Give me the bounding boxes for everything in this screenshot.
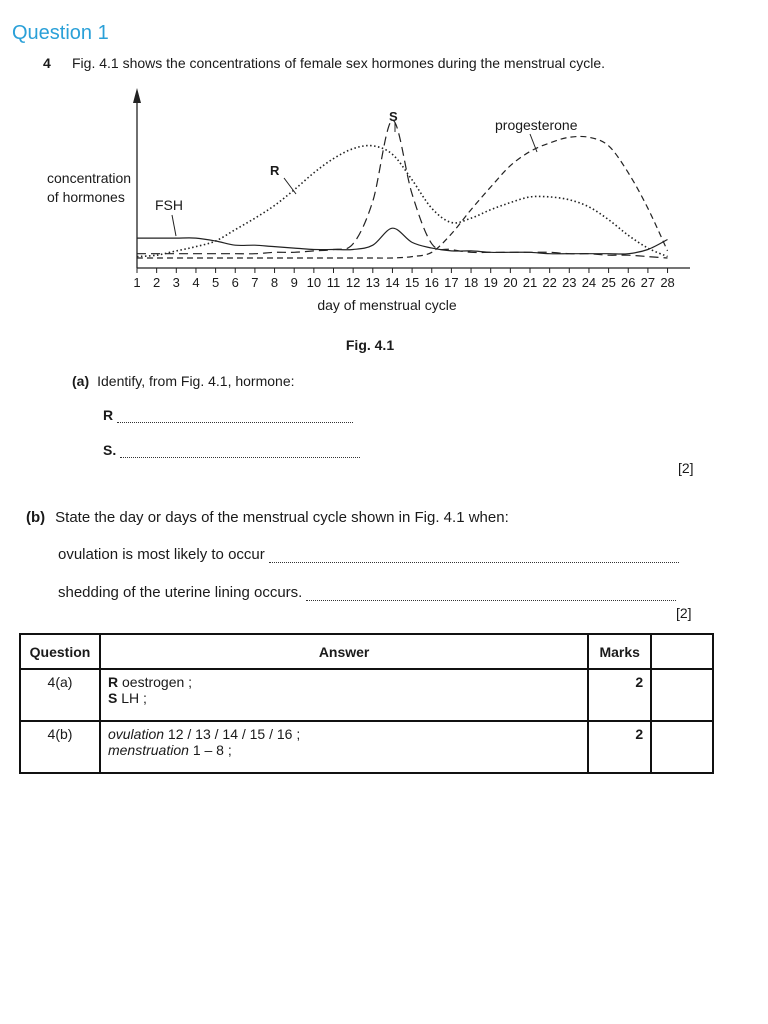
x-tick-label: 6 bbox=[231, 275, 239, 290]
x-tick-label: 17 bbox=[444, 275, 459, 290]
part-a-marks: [2] bbox=[678, 460, 694, 476]
x-tick-label: 5 bbox=[211, 275, 220, 290]
answer-key: S bbox=[107, 690, 118, 706]
row-marks: 2 bbox=[588, 721, 651, 773]
x-tick-label: 2 bbox=[153, 275, 161, 290]
part-b-marks: [2] bbox=[676, 605, 692, 621]
part-b-line2-text: shedding of the uterine lining occurs. bbox=[58, 584, 303, 601]
part-a-s-label: S. bbox=[103, 442, 117, 458]
table-row bbox=[20, 669, 713, 721]
x-tick-label: 1 bbox=[133, 275, 141, 290]
part-b-prompt bbox=[26, 509, 509, 526]
part-a-s-line bbox=[103, 442, 360, 458]
x-axis-label: day of menstrual cycle bbox=[317, 297, 457, 313]
x-tick-label: 21 bbox=[522, 275, 538, 290]
part-a-s-answer-line[interactable] bbox=[120, 445, 360, 458]
r-label: R bbox=[270, 163, 280, 178]
header-question: Question bbox=[20, 634, 100, 669]
header-answer: Answer bbox=[100, 634, 588, 669]
y-label-line1: concentration bbox=[47, 170, 132, 186]
part-b-text: State the day or days of the menstrual cycle shown in Fig. 4.1 when: bbox=[55, 509, 509, 526]
s-label: S bbox=[389, 109, 398, 124]
row-question: 4(b) bbox=[20, 721, 100, 773]
x-tick-label: 10 bbox=[306, 275, 322, 290]
x-tick-label: 13 bbox=[365, 275, 381, 290]
part-a-r-answer-line[interactable] bbox=[117, 410, 353, 423]
part-a-label: (a) bbox=[72, 373, 90, 389]
part-b-line2-answer-line[interactable] bbox=[306, 588, 676, 601]
x-tick-label: 18 bbox=[463, 275, 479, 290]
x-tick-label: 24 bbox=[581, 275, 597, 290]
part-b-label: (b) bbox=[26, 509, 46, 526]
x-tick-label: 8 bbox=[270, 275, 279, 290]
x-tick-label: 23 bbox=[562, 275, 577, 290]
fsh-label: FSH bbox=[155, 197, 183, 213]
x-tick-label: 28 bbox=[660, 275, 675, 290]
part-a-r-label: R bbox=[103, 407, 114, 423]
answer-key: R bbox=[107, 674, 119, 690]
x-tick-label: 16 bbox=[424, 275, 439, 290]
part-a-prompt bbox=[72, 373, 295, 389]
answer-text: LH ; bbox=[121, 690, 147, 706]
mark-scheme-table bbox=[19, 633, 714, 774]
row-answer bbox=[100, 669, 588, 721]
x-tick-label: 26 bbox=[621, 275, 636, 290]
r-leader bbox=[284, 178, 296, 194]
x-tick-label: 25 bbox=[601, 275, 616, 290]
part-b-line1 bbox=[58, 546, 679, 563]
x-tick-label: 27 bbox=[640, 275, 656, 290]
x-tick-label: 3 bbox=[172, 275, 180, 290]
x-tick-label: 14 bbox=[385, 275, 400, 290]
part-b-line1-answer-line[interactable] bbox=[269, 550, 679, 563]
part-b-line2 bbox=[58, 584, 676, 601]
row-question: 4(a) bbox=[20, 669, 100, 721]
x-tick-label: 9 bbox=[290, 275, 298, 290]
answer-text: 12 / 13 / 14 / 15 / 16 ; bbox=[167, 726, 301, 742]
fsh-leader bbox=[172, 215, 176, 236]
x-tick-label: 12 bbox=[345, 275, 361, 290]
y-label-line2: of hormones bbox=[47, 189, 125, 205]
table-header-row bbox=[20, 634, 713, 669]
x-tick-label: 4 bbox=[192, 275, 200, 290]
header-marks: Marks bbox=[588, 634, 651, 669]
x-axis-ticks bbox=[137, 268, 668, 273]
x-tick-label: 19 bbox=[483, 275, 498, 290]
answer-key: menstruation bbox=[107, 742, 189, 758]
x-tick-label: 22 bbox=[542, 275, 557, 290]
row-empty bbox=[651, 669, 713, 721]
header-empty bbox=[651, 634, 713, 669]
x-tick-label: 11 bbox=[326, 275, 341, 290]
question-number: 4 bbox=[43, 55, 51, 71]
part-a-r-line bbox=[103, 407, 353, 423]
r-curve bbox=[137, 146, 668, 257]
row-empty bbox=[651, 721, 713, 773]
answer-text: oestrogen ; bbox=[122, 674, 193, 690]
progesterone-curve bbox=[137, 136, 668, 258]
row-answer bbox=[100, 721, 588, 773]
x-axis-tick-labels bbox=[133, 275, 674, 290]
hormone-graph bbox=[0, 80, 768, 320]
y-axis-arrow bbox=[133, 88, 141, 103]
question-intro: Fig. 4.1 shows the concentrations of female sex hormones during the menstrual cycle. bbox=[72, 55, 606, 71]
figure-caption: Fig. 4.1 bbox=[345, 337, 395, 353]
answer-key: ovulation bbox=[107, 726, 165, 742]
part-a-text: Identify, from Fig. 4.1, hormone: bbox=[97, 373, 295, 389]
row-marks: 2 bbox=[588, 669, 651, 721]
s-curve bbox=[137, 120, 668, 258]
part-b-line1-text: ovulation is most likely to occur bbox=[58, 546, 265, 563]
question-title: Question 1 bbox=[12, 22, 109, 44]
table-row bbox=[20, 721, 713, 773]
x-tick-label: 15 bbox=[404, 275, 420, 290]
x-tick-label: 20 bbox=[503, 275, 518, 290]
answer-text: 1 – 8 ; bbox=[192, 742, 232, 758]
progesterone-label: progesterone bbox=[495, 117, 578, 133]
x-tick-label: 7 bbox=[251, 275, 259, 290]
